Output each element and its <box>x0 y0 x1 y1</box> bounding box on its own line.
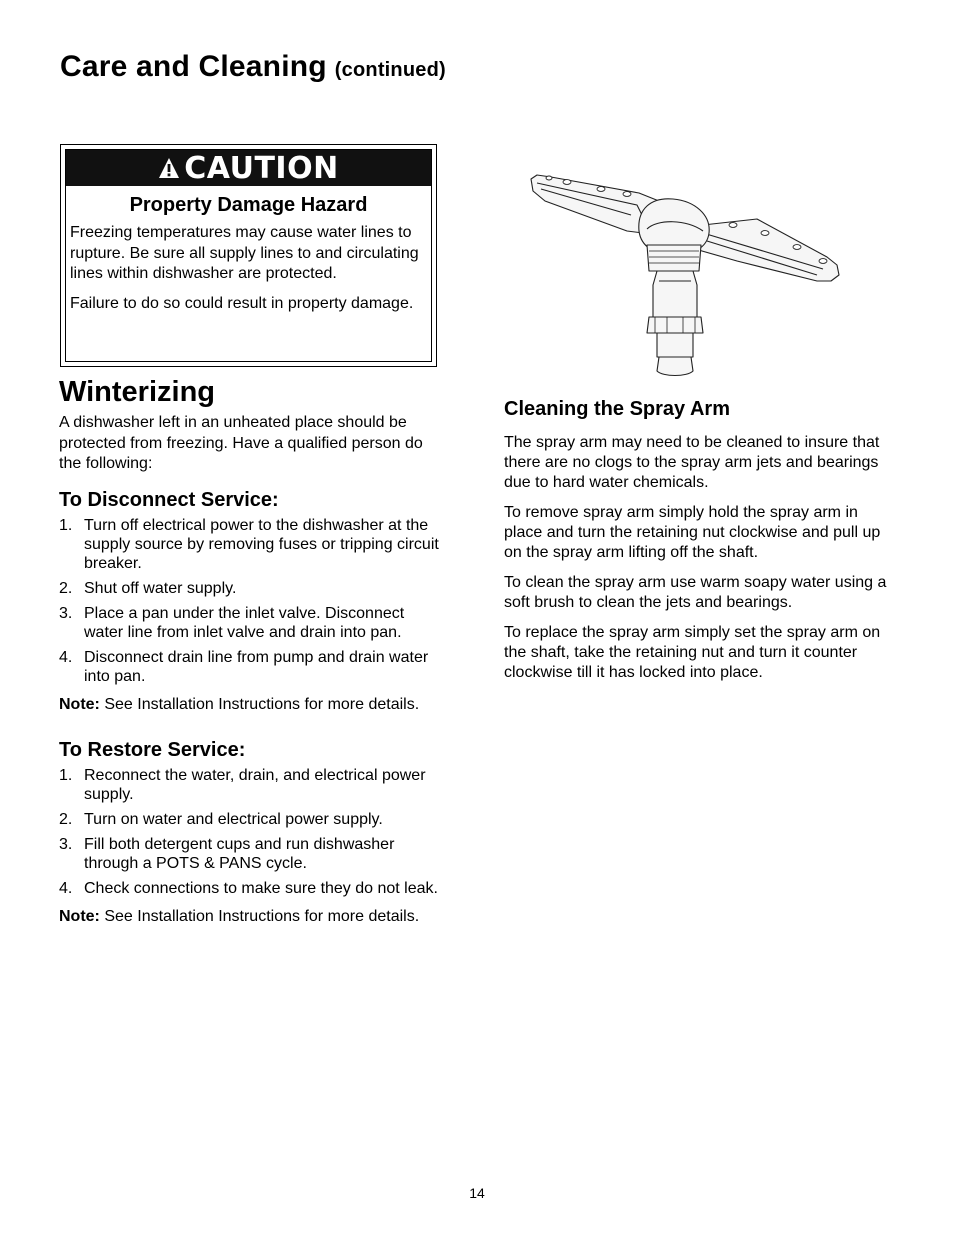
disconnect-steps <box>59 516 439 686</box>
step-text: Place a pan under the inlet valve. Disconnect water line from inlet valve and drain into pan. <box>84 604 405 641</box>
step-number: 1. <box>59 767 73 784</box>
caution-text <box>70 223 427 314</box>
spray-arm-drawing <box>527 171 843 379</box>
caution-banner <box>66 150 431 186</box>
step-number: 1. <box>59 516 73 534</box>
restore-note <box>59 907 439 928</box>
caution-paragraph: Failure to do so could result in property damage. <box>70 294 414 312</box>
step-text: Turn on water and electrical power supply. <box>84 811 383 828</box>
step-number: 4. <box>59 648 73 666</box>
caution-box <box>60 144 437 367</box>
restore-steps <box>59 766 439 898</box>
disconnect-note <box>59 695 439 716</box>
note-label: Note: <box>59 908 100 925</box>
list-item <box>59 516 439 573</box>
winterizing-intro: A dishwasher left in an unheated place should be protected from freezing. Have a qualified person do the following: <box>59 414 423 472</box>
page-number: 14 <box>469 1185 485 1201</box>
note-text: See Installation Instructions for more details. <box>99 908 420 925</box>
spray-arm-illustration <box>527 171 843 379</box>
step-number: 2. <box>59 811 73 828</box>
note-text: See Installation Instructions for more details. <box>99 695 420 713</box>
list-item <box>59 835 439 873</box>
hazard-title: Property Damage Hazard <box>129 194 368 216</box>
list-item <box>59 766 439 804</box>
step-number: 2. <box>59 579 73 597</box>
caution-word: CAUTION <box>184 150 339 186</box>
page-title <box>60 50 446 84</box>
spray-arm-section <box>504 398 896 693</box>
spray-arm-paragraph: The spray arm may need to be cleaned to insure that there are no clogs to the spray arm jets and bearings due to hard water chemicals. <box>504 434 880 491</box>
note-label: Note: <box>59 695 100 713</box>
page-title-text: Care and Cleaning <box>60 50 327 83</box>
step-text: Reconnect the water, drain, and electrical power supply. <box>84 767 426 803</box>
caution-paragraph: Freezing temperatures may cause water lines to rupture. Be sure all supply lines to and circulating lines within dishwasher are protected. <box>70 224 419 282</box>
spray-arm-paragraph: To clean the spray arm use warm soapy water using a soft brush to clean the jets and bearings. <box>504 574 887 611</box>
step-text: Shut off water supply. <box>84 579 237 597</box>
warning-triangle-icon <box>158 157 180 179</box>
list-item <box>59 810 439 829</box>
step-number: 3. <box>59 604 73 622</box>
list-item <box>59 648 439 686</box>
spray-arm-paragraph: To replace the spray arm simply set the spray arm on the shaft, take the retaining nut and turn it counter clockwise till it has locked into place. <box>504 624 881 681</box>
spray-arm-heading: Cleaning the Spray Arm <box>504 398 730 420</box>
list-item <box>59 579 439 598</box>
step-text: Turn off electrical power to the dishwasher at the supply source by removing fuses or tripping circuit breaker. <box>84 516 439 572</box>
list-item <box>59 879 439 898</box>
step-text: Disconnect drain line from pump and drain water into pan. <box>84 648 429 685</box>
step-text: Check connections to make sure they do not leak. <box>84 880 438 897</box>
step-text: Fill both detergent cups and run dishwasher through a POTS & PANS cycle. <box>84 836 395 872</box>
winterizing-heading: Winterizing <box>59 376 216 408</box>
winterizing-section <box>59 376 439 928</box>
step-number: 3. <box>59 836 73 853</box>
caution-box-inner <box>65 149 432 362</box>
list-item <box>59 604 439 642</box>
disconnect-heading: To Disconnect Service: <box>59 488 279 511</box>
spray-arm-paragraph: To remove spray arm simply hold the spray arm in place and turn the retaining nut clockwise and pull up on the spray arm lifting off the shaft. <box>504 504 881 561</box>
page-title-continued: (continued) <box>334 59 446 81</box>
restore-heading: To Restore Service: <box>59 739 246 761</box>
step-number: 4. <box>59 880 73 897</box>
